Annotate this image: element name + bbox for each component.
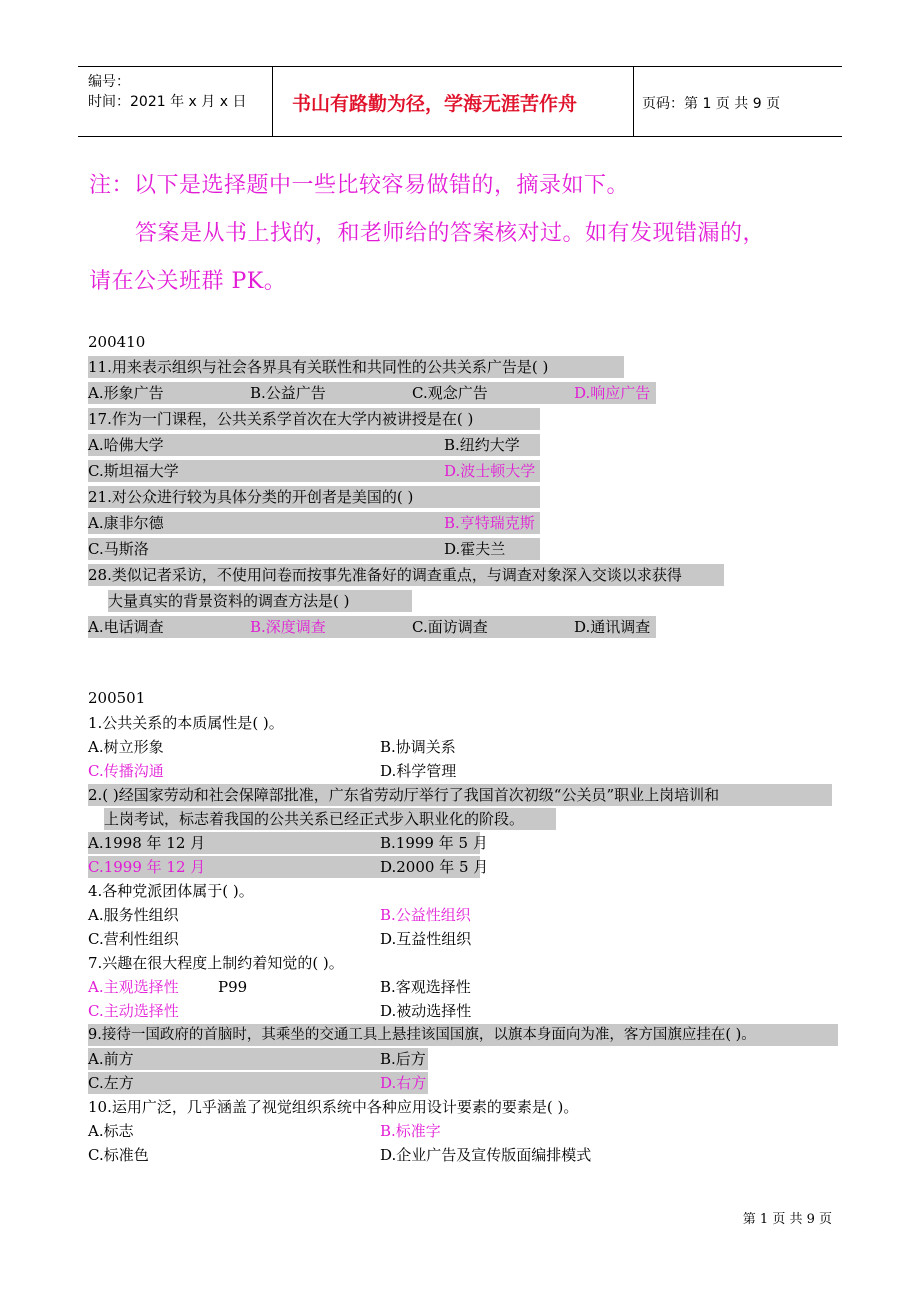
option-c: C.面访调查 xyxy=(412,618,488,636)
option-d-answer: D.右方 xyxy=(380,1074,427,1092)
question-stem: 10.运用广泛，几乎涵盖了视觉组织系统中各种应用设计要素的要素是( )。 xyxy=(88,1098,579,1116)
option-a: A.标志 xyxy=(88,1122,134,1140)
header-divider xyxy=(633,67,634,136)
option-c: C.标准色 xyxy=(88,1146,149,1164)
option-d: D.通讯调查 xyxy=(574,618,651,636)
time-label: 时间：2021 年 x 月 x 日 xyxy=(88,94,247,110)
option-a: A.电话调查 xyxy=(88,618,164,636)
option-b-answer: B.深度调查 xyxy=(250,618,326,636)
option-b-answer: B.标准字 xyxy=(380,1122,441,1140)
section-code: 200501 xyxy=(88,689,146,707)
option-b-answer: B.公益性组织 xyxy=(380,906,471,924)
option-c: C.左方 xyxy=(88,1074,134,1092)
option-b-answer: B.亨特瑞克斯 xyxy=(444,514,535,532)
question-stem: 28.类似记者采访，不使用问卷而按事先准备好的调查重点，与调查对象深入交谈以求获得 xyxy=(88,566,682,584)
option-a: A.哈佛大学 xyxy=(88,436,164,454)
option-a-answer: A.主观选择性 xyxy=(88,978,179,996)
option-d: D.互益性组织 xyxy=(380,930,472,948)
question-stem: 2.( )经国家劳动和社会保障部批准，广东省劳动厅举行了我国首次初级“公关员”职业上岗培训和 xyxy=(88,786,720,804)
header-divider xyxy=(272,67,273,136)
option-a: A.前方 xyxy=(88,1050,134,1068)
option-d: D.霍夫兰 xyxy=(444,540,506,558)
option-b: B.公益广告 xyxy=(250,384,326,402)
option-d: D.2000 年 5 月 xyxy=(380,858,489,876)
question-stem: 11.用来表示组织与社会各界具有关联性和共同性的公共关系广告是( ) xyxy=(88,358,549,376)
question-stem: 9.接待一国政府的首脑时，其乘坐的交通工具上悬挂该国国旗，以旗本身面向为准，客方国旗应挂在( )。 xyxy=(88,1027,756,1043)
option-a: A.形象广告 xyxy=(88,384,164,402)
option-b: B.1999 年 5 月 xyxy=(380,834,488,852)
section-code: 200410 xyxy=(88,333,146,351)
option-d: D.科学管理 xyxy=(380,762,457,780)
question-stem: 21.对公众进行较为具体分类的开创者是美国的( ) xyxy=(88,488,414,506)
page-label: 页码：第 1 页 共 9 页 xyxy=(642,96,781,112)
question-stem-cont: 大量真实的背景资料的调查方法是( ) xyxy=(108,592,350,610)
option-c: C.斯坦福大学 xyxy=(88,462,179,480)
code-label: 编号： xyxy=(88,74,130,90)
option-c-answer: C.传播沟通 xyxy=(88,762,164,780)
option-b: B.后方 xyxy=(380,1050,426,1068)
question-stem-cont: 上岗考试，标志着我国的公共关系已经正式步入职业化的阶段。 xyxy=(104,810,525,828)
page-footer: 第 1 页 共 9 页 xyxy=(742,1212,832,1227)
option-a: A.服务性组织 xyxy=(88,906,179,924)
note-line-3: 请在公关班群 PK。 xyxy=(89,269,287,294)
option-a: A.1998 年 12 月 xyxy=(88,834,206,852)
option-c: C.营利性组织 xyxy=(88,930,179,948)
highlight xyxy=(88,382,656,404)
question-stem: 17.作为一门课程，公共关系学首次在大学内被讲授是在( ) xyxy=(88,410,474,428)
highlight xyxy=(88,1048,428,1070)
option-a: A.康非尔德 xyxy=(88,514,164,532)
option-d: D.被动选择性 xyxy=(380,1002,472,1020)
option-c: C.马斯洛 xyxy=(88,540,149,558)
motto: 书山有路勤为径，学海无涯苦作舟 xyxy=(292,93,578,115)
page-reference: P99 xyxy=(218,978,248,996)
highlight xyxy=(88,616,656,638)
option-c: C.观念广告 xyxy=(412,384,488,402)
document-header xyxy=(78,66,842,137)
option-c-answer: C.1999 年 12 月 xyxy=(88,858,206,876)
option-b: B.客观选择性 xyxy=(380,978,471,996)
option-d-answer: D.响应广告 xyxy=(574,384,651,402)
note-line-1: 注：以下是选择题中一些比较容易做错的，摘录如下。 xyxy=(89,173,630,198)
option-d: D.企业广告及宣传版面编排模式 xyxy=(380,1146,592,1164)
question-stem: 4.各种党派团体属于( )。 xyxy=(88,882,254,900)
option-b: B.纽约大学 xyxy=(444,436,520,454)
option-c-answer: C.主动选择性 xyxy=(88,1002,179,1020)
option-d-answer: D.波士顿大学 xyxy=(444,462,536,480)
option-b: B.协调关系 xyxy=(380,738,456,756)
question-stem: 1.公共关系的本质属性是( )。 xyxy=(88,714,284,732)
note-line-2: 答案是从书上找的，和老师给的答案核对过。如有发现错漏的， xyxy=(135,221,766,246)
question-stem: 7.兴趣在很大程度上制约着知觉的( )。 xyxy=(88,954,344,972)
highlight xyxy=(88,1072,428,1094)
option-a: A.树立形象 xyxy=(88,738,164,756)
